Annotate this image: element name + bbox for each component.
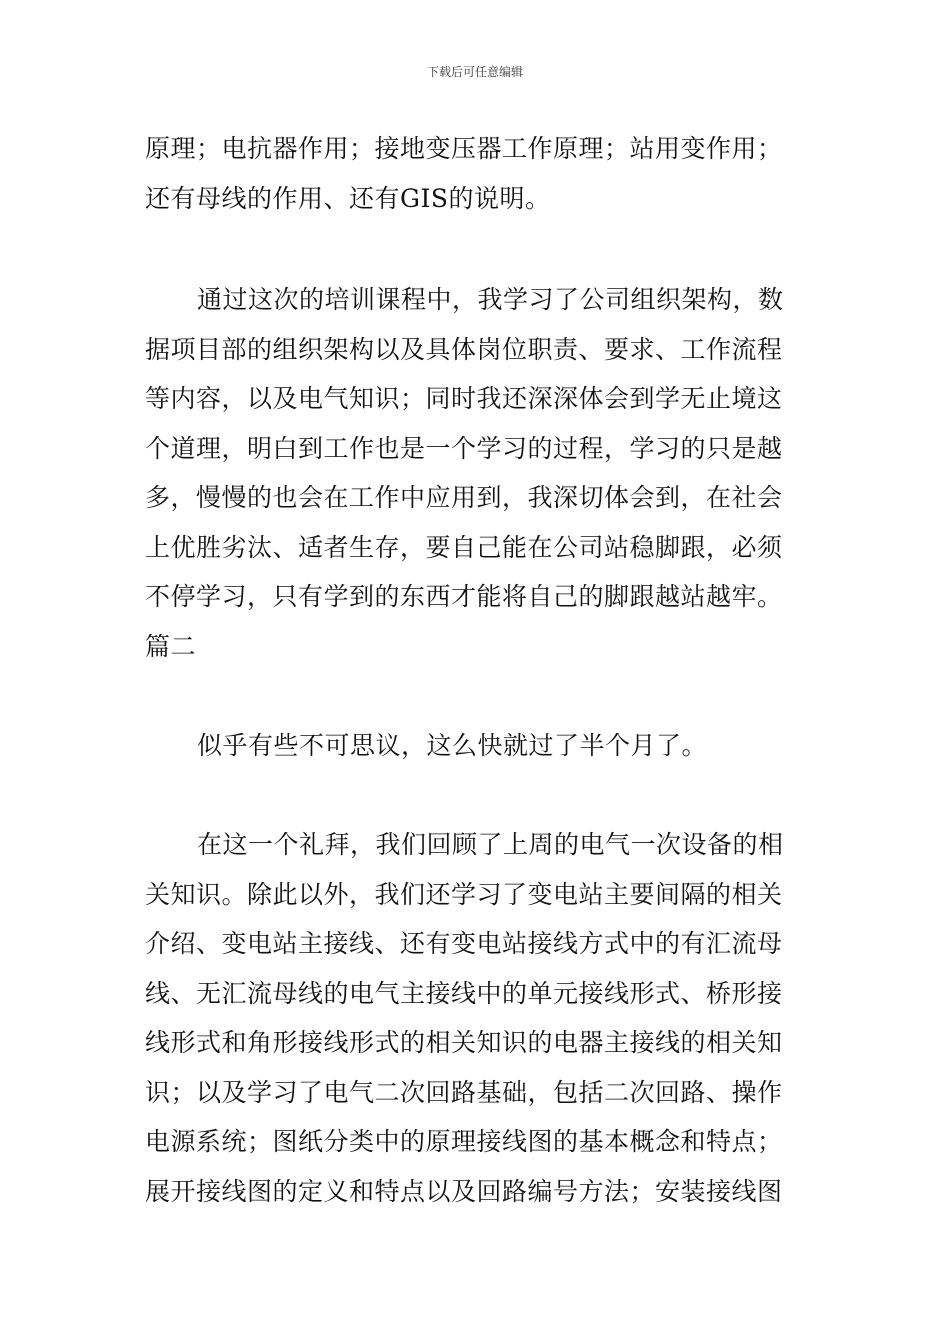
text-line: 在这一个礼拜，我们回顾了上周的电气一次设备的相 [197, 830, 784, 859]
text-line: 多，慢慢的也会在工作中应用到，我深切体会到，在社会 [145, 483, 783, 512]
text-line: 线形式和角形接线形式的相关知识的电器主接线的相关知 [145, 1028, 783, 1057]
text-line: 识；以及学习了电气二次回路基础，包括二次回路、操作 [145, 1077, 783, 1107]
text-line: 通过这次的培训课程中，我学习了公司组织架构，数 [197, 285, 784, 314]
page-header: 下载后可任意编辑 [426, 65, 523, 79]
text-line: 个道理，明白到工作也是一个学习的过程，学习的只是越 [145, 433, 783, 463]
text-line: 展开接线图的定义和特点以及回路编号方法；安装接线图 [145, 1176, 783, 1206]
text-line: 还有母线的作用、还有GIS的说明。 [145, 183, 551, 213]
text-line: 介绍、变电站主接线、还有变电站接线方式中的有汇流母 [145, 929, 783, 958]
section-heading: 篇二 [145, 631, 197, 661]
text-line: 电源系统；图纸分类中的原理接线图的基本概念和特点； [145, 1127, 783, 1156]
text-line: 上优胜劣汰、适者生存，要自己能在公司站稳脚跟，必须 [145, 532, 783, 562]
text-line: 原理；电抗器作用；接地变压器工作原理；站用变作用； [145, 134, 783, 163]
text-line: 不停学习，只有学到的东西才能将自己的脚跟越站越牢。 [145, 582, 783, 611]
text-line: 关知识。除此以外，我们还学习了变电站主要间隔的相关 [145, 879, 783, 909]
text-line: 线、无汇流母线的电气主接线中的单元接线形式、桥形接 [145, 978, 783, 1008]
text-line: 似乎有些不可思议，这么快就过了半个月了。 [197, 731, 708, 760]
text-line: 据项目部的组织架构以及具体岗位职责、要求、工作流程 [145, 334, 783, 364]
text-line: 等内容，以及电气知识；同时我还深深体会到学无止境这 [145, 384, 783, 413]
